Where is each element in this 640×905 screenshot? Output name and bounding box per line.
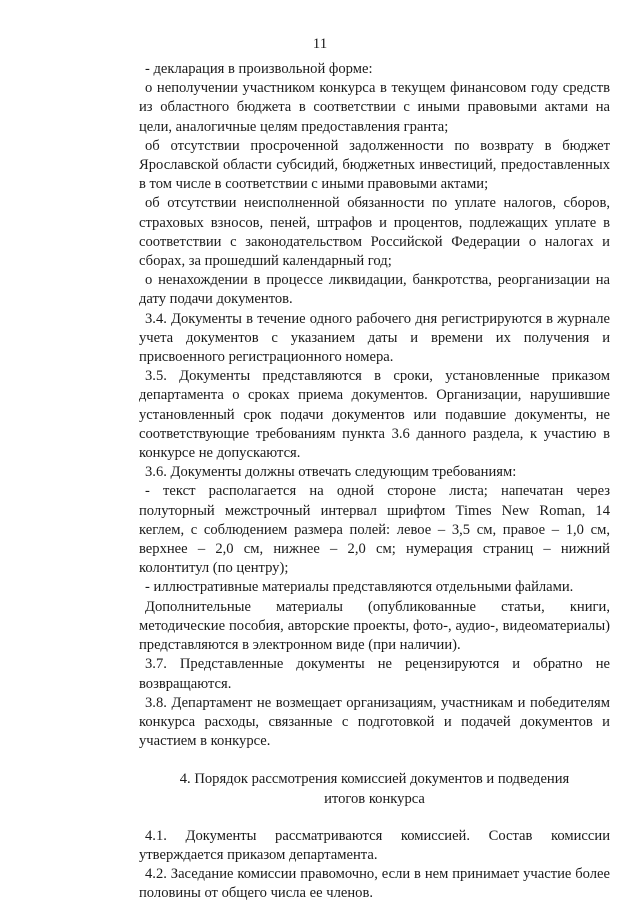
paragraph: Дополнительные материалы (опубликованные статьи, книги, методические пособия, авторские проекты, фото-, аудио-, видеоматериалы) представляются в электронном виде (при наличии). — [139, 598, 610, 654]
paragraph: 3.7. Представленные документы не рецензируются и обратно не возвращаются. — [139, 656, 610, 692]
paragraph: об отсутствии неисполненной обязанности по уплате налогов, сборов, страховых взносов, пеней, штрафов и процентов, подлежащих уплате в соответствии с законодательством Российской Федерации о налогах и сборах, за прошедший календарный год; — [139, 195, 610, 270]
paragraph: о неполучении участником конкурса в текущем финансовом году средств из областного бюджета в соответствии с иными правовыми актами на цели, аналогичные целям предоставления гранта; — [139, 80, 610, 135]
document-body — [139, 60, 610, 904]
paragraph: 3.8. Департамент не возмещает организациям, участникам и победителям конкурса расходы, связанные с подготовкой и подачей документов и участием в конкурсе. — [139, 694, 610, 750]
paragraph: 3.6. Документы должны отвечать следующим требованиям: — [145, 464, 517, 481]
paragraph: о ненахождении в процессе ликвидации, банкротства, реорганизации на дату подачи документов. — [139, 272, 610, 308]
paragraph: 3.4. Документы в течение одного рабочего дня регистрируются в журнале учета документов с указанием даты и времени их получения и присвоенного регистрационного номера. — [139, 310, 610, 366]
paragraph: - текст располагается на одной стороне листа; напечатан через полуторный межстрочный интервал шрифтом Times New Roman, 14 кеглем, с соблюдением размера полей: левое – 3,5 см, правое – 1,0 см, верхнее – 2,0 см, нижнее – 2,0 см; нумерация страниц – нижний колонтитул (по центру); — [139, 483, 610, 577]
paragraph: 4.2. Заседание комиссии правомочно, если в нем принимает участие более половины от общего числа ее членов. — [139, 866, 610, 902]
page-number: 11 — [312, 36, 328, 52]
section-heading-line: 4. Порядок рассмотрения комиссией документов и подведения — [179, 771, 570, 788]
paragraph: 4.1. Документы рассматриваются комиссией. Состав комиссии утверждается приказом департамента. — [139, 827, 610, 863]
paragraph: - иллюстративные материалы представляются отдельными файлами. — [145, 579, 574, 596]
paragraph: 3.5. Документы представляются в сроки, установленные приказом департамента о сроках приема документов. Организации, нарушившие установленный срок подачи документов или подавшие документы, не соответствующие требованиям пункта 3.6 данного раздела, к участию в конкурсе не допускаются. — [139, 368, 610, 462]
section-heading — [139, 770, 610, 808]
paragraph: об отсутствии просроченной задолженности по возврату в бюджет Ярославской области субсидий, бюджетных инвестиций, предоставленных в том числе в соответствии с иными правовыми актами; — [139, 137, 610, 193]
paragraph: - декларация в произвольной форме: — [145, 61, 373, 77]
section-heading-line: итогов конкурса — [324, 790, 425, 807]
